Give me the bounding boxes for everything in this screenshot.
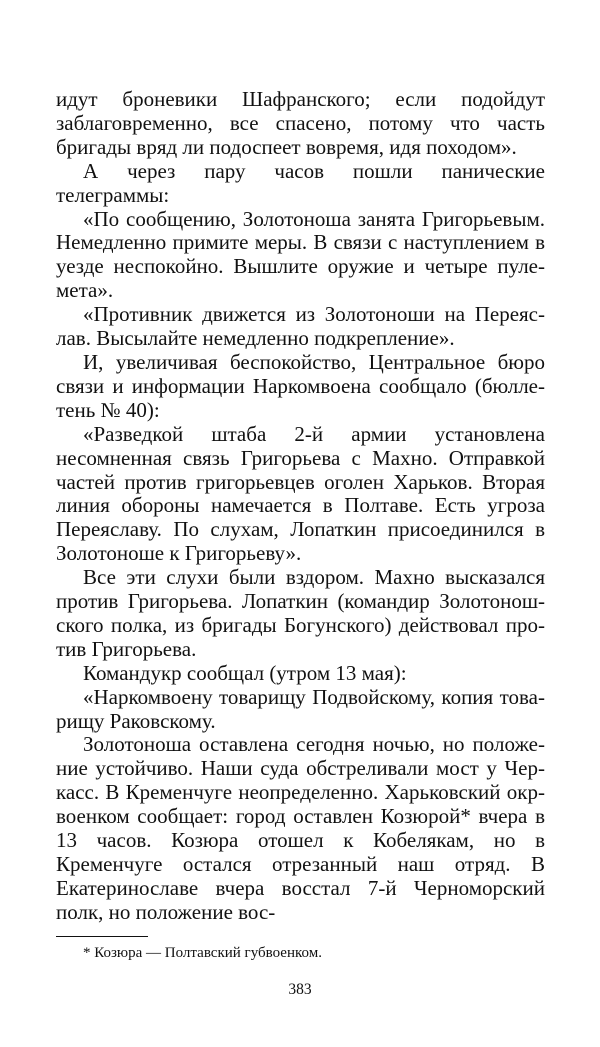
page-number: 383: [288, 981, 312, 998]
body-text: [56, 88, 545, 925]
paragraph-7: Все эти слухи были вздором. Махно высказался против Григорьева. Лопаткин (командир Золотоношского полка, из бригады Богунского) действовал против Григорьева.: [56, 565, 545, 661]
footnote: * Козюра — Полтавский губвоенком.: [83, 945, 322, 961]
footnote-divider: [56, 936, 148, 937]
paragraph-4: «Противник движется из Золотоноши на Переяслав. Высылайте немедленно подкрепление».: [56, 302, 545, 351]
paragraph-10: Золотоноша оставлена сегодня ночью, но положение устойчиво. Наши суда обстреливали мост у Черкасс. В Кременчуге неопределенно. Харьковский окрвоенком сообщает: город оставлен Козюрой* вчера в 13 часов. Козюра отошел к Кобелякам, но в Кременчуге остался отрезанный наш отряд. В Екатеринославе вчера восстал 7-й Черноморский полк, но положение вос-: [56, 732, 545, 924]
paragraph-6: «Разведкой штаба 2-й армии установлена несомненная связь Григорьева с Махно. Отправкой частей против григорьевцев оголен Харьков. Вторая линия обороны намечается в Полтаве. Есть угроза Переяславу. По слухам, Лопаткин присоединился в Золотоноше к Григорьеву».: [56, 421, 545, 566]
paragraph-2: А через пару часов пошли панические телеграммы:: [56, 158, 545, 207]
paragraph-9: «Наркомвоену товарищу Подвойскому, копия товарищу Раковскому.: [56, 684, 545, 733]
paragraph-1: идут броневики Шафранского; если подойдут заблаговременно, все спасено, потому что часть бригады вряд ли подоспеет вовремя, идя походом».: [56, 87, 545, 159]
paragraph-8: Командукр сообщал (утром 13 мая):: [83, 660, 407, 685]
paragraph-3: «По сообщению, Золотоноша занята Григорьевым. Немедленно примите меры. В связи с наступлением в уезде неспокойно. Вышлите оружие и четыре пулемета».: [56, 206, 545, 303]
paragraph-5: И, увеличивая беспокойство, Центральное бюро связи и информации Наркомвоена сообщало (бюллетень № 40):: [56, 349, 545, 422]
